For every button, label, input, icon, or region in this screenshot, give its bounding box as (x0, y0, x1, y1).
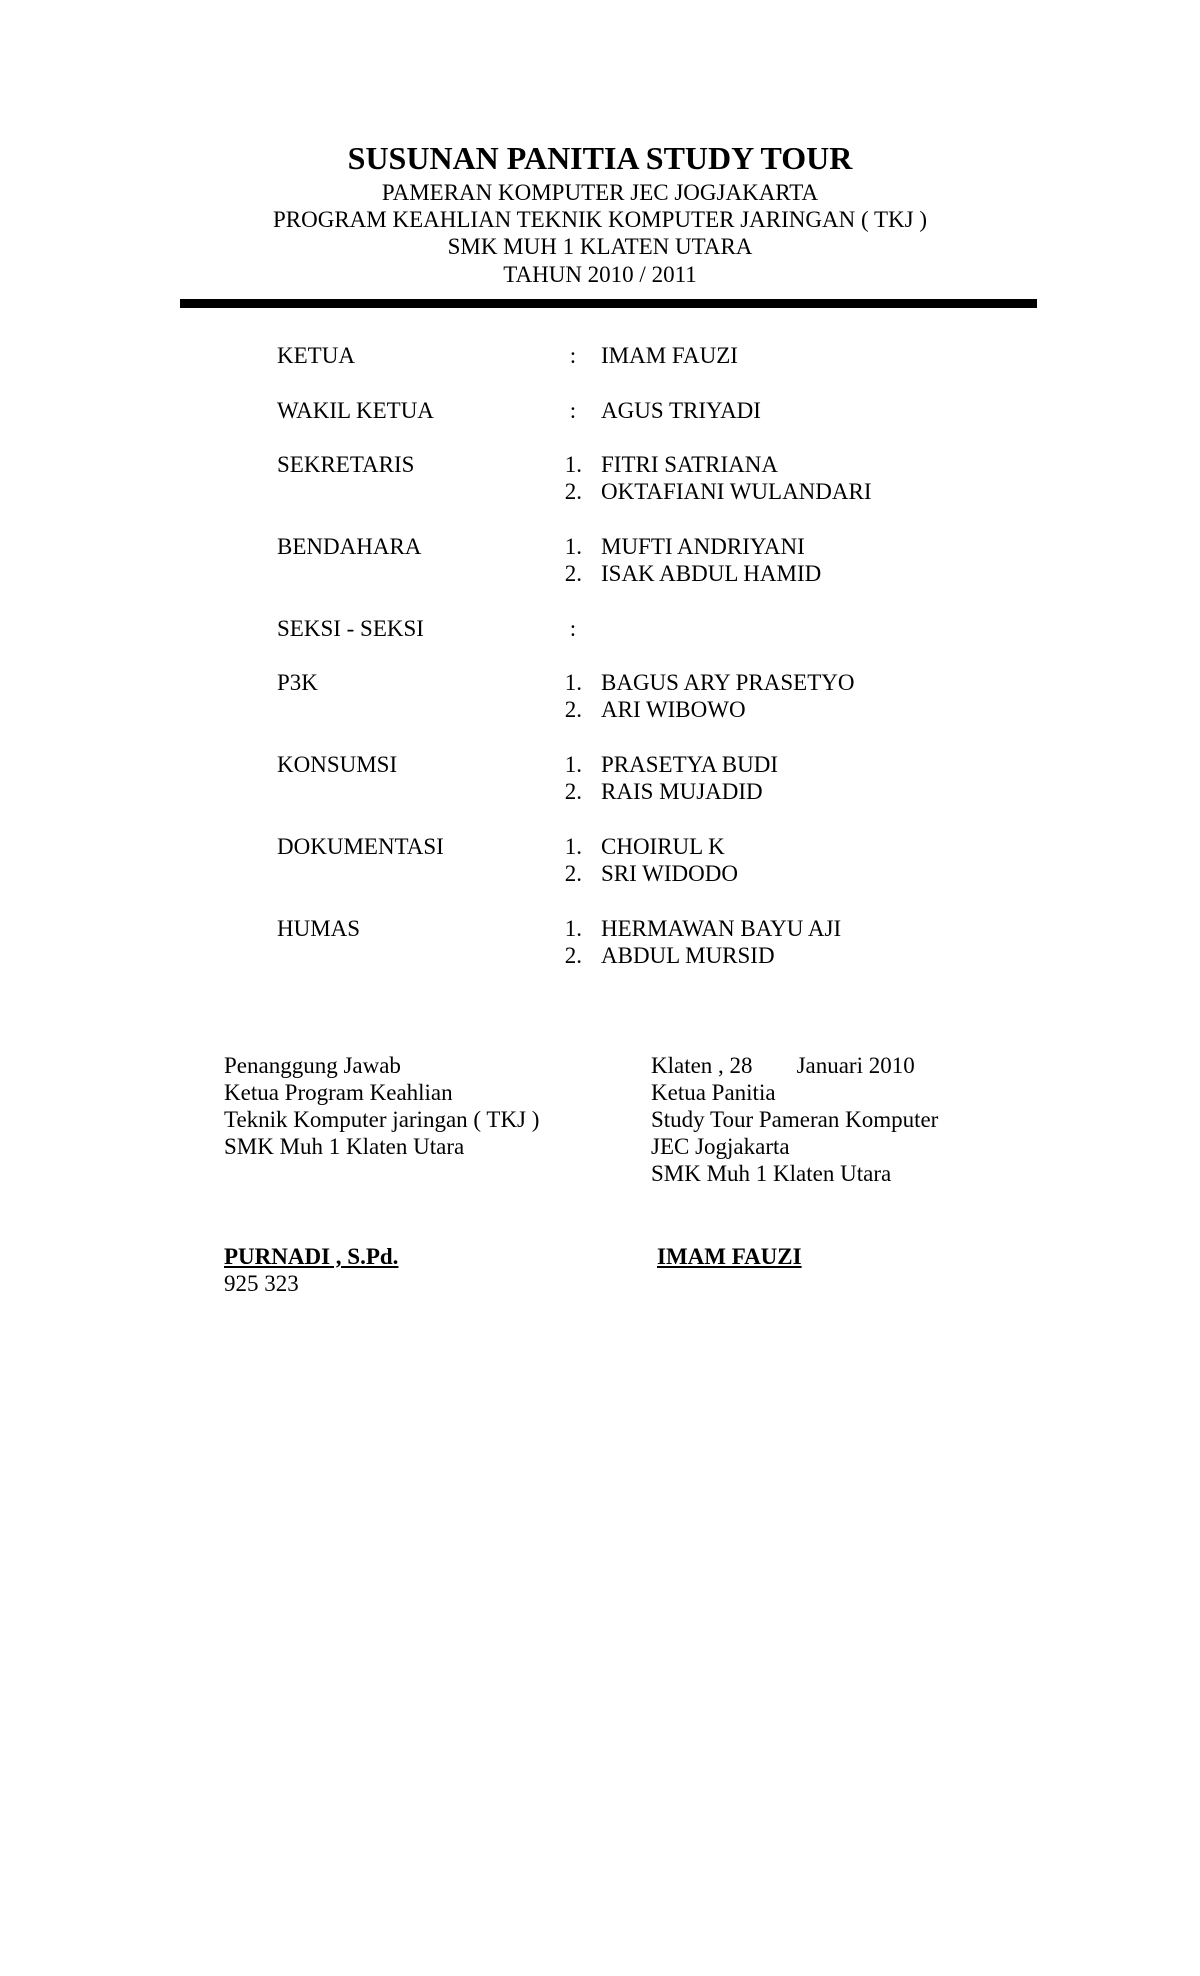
role-bendahara-num-1: 1. (564, 534, 582, 559)
sig-left-name: PURNADI , S.Pd. (224, 1244, 399, 1269)
sig-left-line-3: Teknik Komputer jaringan ( TKJ ) (224, 1107, 540, 1132)
subtitle-program: PROGRAM KEAHLIAN TEKNIK KOMPUTER JARINGAN ( TKJ ) (272, 207, 927, 232)
role-humas-name-2: ABDUL MURSID (601, 943, 775, 968)
subtitle-year: TAHUN 2010 / 2011 (503, 262, 697, 287)
role-ketua-colon: : (569, 343, 577, 368)
role-seksi-label: SEKSI - SEKSI (277, 616, 424, 641)
role-bendahara-num-2: 2. (564, 561, 582, 586)
document-title: SUSUNAN PANITIA STUDY TOUR (347, 140, 853, 176)
sig-right-line-3: Study Tour Pameran Komputer (651, 1107, 939, 1132)
subtitle-event: PAMERAN KOMPUTER JEC JOGJAKARTA (381, 180, 819, 205)
role-ketua-name: IMAM FAUZI (601, 343, 738, 368)
role-humas-label: HUMAS (277, 916, 361, 941)
sig-right-line-4: JEC Jogjakarta (651, 1134, 790, 1159)
role-wakil-name: AGUS TRIYADI (601, 398, 761, 423)
role-konsumsi-label: KONSUMSI (277, 752, 398, 777)
role-konsumsi-name-2: RAIS MUJADID (601, 779, 763, 804)
role-ketua-label: KETUA (277, 343, 355, 368)
role-humas-num-1: 1. (564, 916, 582, 941)
role-wakil-label: WAKIL KETUA (277, 398, 434, 423)
role-bendahara-label: BENDAHARA (277, 534, 422, 559)
role-seksi-colon: : (569, 616, 577, 641)
role-p3k-num-2: 2. (564, 697, 582, 722)
header-divider (180, 299, 1037, 308)
role-wakil-colon: : (569, 398, 577, 423)
sig-right-line-2: Ketua Panitia (651, 1080, 776, 1105)
sig-right-name: IMAM FAUZI (657, 1244, 802, 1269)
role-dokumentasi-name-1: CHOIRUL K (601, 834, 725, 859)
subtitle-school: SMK MUH 1 KLATEN UTARA (447, 234, 753, 259)
role-sekretaris-name-2: OKTAFIANI WULANDARI (601, 479, 872, 504)
sig-left-line-4: SMK Muh 1 Klaten Utara (224, 1134, 465, 1159)
role-sekretaris-name-1: FITRI SATRIANA (601, 452, 778, 477)
role-sekretaris-num-2: 2. (564, 479, 582, 504)
role-dokumentasi-num-2: 2. (564, 861, 582, 886)
sig-left-line-2: Ketua Program Keahlian (224, 1080, 453, 1105)
role-p3k-name-1: BAGUS ARY PRASETYO (601, 670, 855, 695)
role-konsumsi-num-2: 2. (564, 779, 582, 804)
role-konsumsi-name-1: PRASETYA BUDI (601, 752, 779, 777)
sig-right-date-place: Klaten , 28 (651, 1053, 753, 1078)
role-p3k-label: P3K (277, 670, 318, 695)
role-dokumentasi-label: DOKUMENTASI (277, 834, 444, 859)
role-p3k-name-2: ARI WIBOWO (601, 697, 746, 722)
sig-left-nip: 925 323 (224, 1271, 299, 1296)
role-bendahara-name-1: MUFTI ANDRIYANI (601, 534, 805, 559)
role-sekretaris-num-1: 1. (564, 452, 582, 477)
sig-right-date-month-year: Januari 2010 (796, 1053, 915, 1078)
role-sekretaris-label: SEKRETARIS (277, 452, 415, 477)
role-dokumentasi-num-1: 1. (564, 834, 582, 859)
role-dokumentasi-name-2: SRI WIDODO (601, 861, 738, 886)
role-bendahara-name-2: ISAK ABDUL HAMID (601, 561, 822, 586)
sig-right-line-5: SMK Muh 1 Klaten Utara (651, 1161, 892, 1186)
sig-left-line-1: Penanggung Jawab (224, 1053, 401, 1078)
role-konsumsi-num-1: 1. (564, 752, 582, 777)
role-humas-name-1: HERMAWAN BAYU AJI (601, 916, 842, 941)
sig-right-date (651, 1052, 915, 1080)
role-p3k-num-1: 1. (564, 670, 582, 695)
role-humas-num-2: 2. (564, 943, 582, 968)
